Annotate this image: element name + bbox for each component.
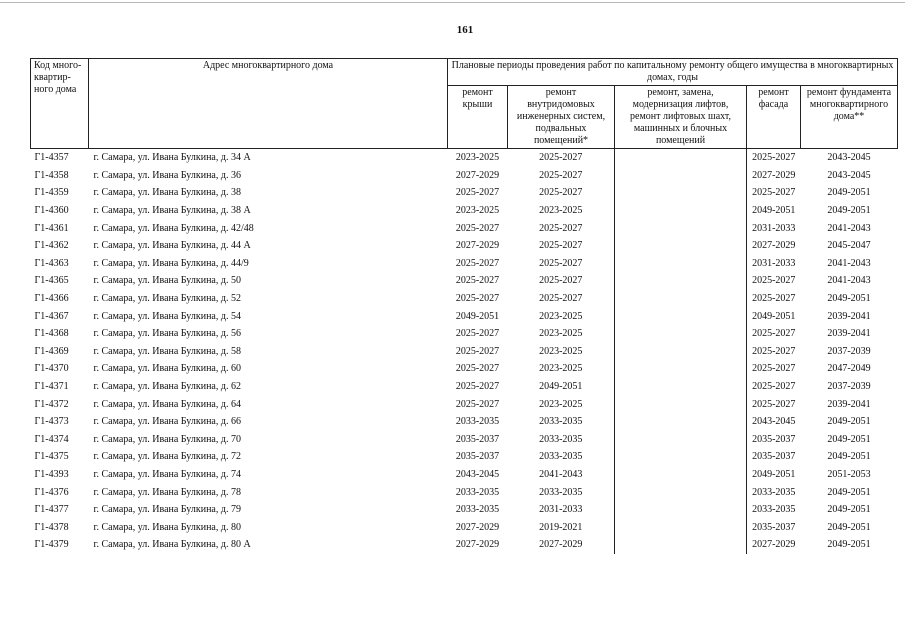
- cell-engineering: 2025-2027: [539, 222, 583, 234]
- cell-code: Г1-4365: [34, 275, 69, 287]
- cell-elevators: [615, 378, 747, 396]
- cell-roof: 2025-2027: [455, 381, 500, 393]
- cell-address: г. Самара, ул. Ивана Булкина, д. 38: [93, 187, 241, 199]
- cell-engineering: 2023-2025: [539, 398, 583, 410]
- cell-address: г. Самара, ул. Ивана Булкина, д. 42/48: [93, 222, 254, 234]
- cell-engineering: 2041-2043: [539, 468, 583, 480]
- cell-address: г. Самара, ул. Ивана Булкина, д. 80 А: [93, 539, 251, 551]
- table-row: [31, 378, 898, 396]
- cell-code: Г1-4361: [34, 222, 69, 234]
- cell-elevators: [615, 536, 747, 554]
- cell-foundation: 2045-2047: [827, 240, 871, 252]
- cell-foundation: 2041-2043: [827, 257, 871, 269]
- cell-foundation: 2039-2041: [827, 398, 871, 410]
- cell-address: г. Самара, ул. Ивана Булкина, д. 44/9: [93, 257, 249, 269]
- cell-facade: 2027-2029: [752, 169, 796, 181]
- cell-roof: 2023-2025: [455, 205, 500, 217]
- table-row: [31, 413, 898, 431]
- cell-facade: 2031-2033: [752, 257, 796, 269]
- cell-facade: 2035-2037: [752, 433, 796, 445]
- cell-address: г. Самара, ул. Ивана Булкина, д. 56: [93, 328, 241, 340]
- cell-code: Г1-4366: [34, 293, 69, 305]
- cell-roof: 2027-2029: [455, 169, 500, 181]
- cell-foundation: 2051-2053: [827, 468, 871, 480]
- cell-foundation: 2049-2051: [827, 187, 871, 199]
- cell-elevators: [615, 219, 747, 237]
- cell-facade: 2031-2033: [752, 222, 796, 234]
- cell-facade: 2049-2051: [752, 205, 796, 217]
- cell-foundation: 2049-2051: [827, 539, 871, 551]
- cell-roof: 2025-2027: [455, 398, 500, 410]
- cell-elevators: [615, 290, 747, 308]
- table-row: [31, 184, 898, 202]
- table-row: [31, 343, 898, 361]
- cell-elevators: [615, 518, 747, 536]
- cell-address: г. Самара, ул. Ивана Булкина, д. 74: [93, 468, 241, 480]
- cell-foundation: 2049-2051: [827, 433, 871, 445]
- cell-foundation: 2049-2051: [827, 416, 871, 428]
- cell-elevators: [615, 149, 747, 167]
- cell-address: г. Самара, ул. Ивана Булкина, д. 70: [93, 433, 241, 445]
- cell-address: г. Самара, ул. Ивана Булкина, д. 54: [93, 310, 241, 322]
- header-elevators: ремонт, замена, модернизация лифтов, ремонт лифтовых шахт, машинных и блочных помещений: [615, 86, 747, 149]
- cell-foundation: 2041-2043: [827, 275, 871, 287]
- cell-code: Г1-4357: [34, 152, 69, 164]
- table-row: [31, 466, 898, 484]
- cell-code: Г1-4370: [34, 363, 69, 375]
- cell-engineering: 2033-2035: [539, 451, 583, 463]
- table-row: [31, 167, 898, 185]
- cell-foundation: 2049-2051: [827, 486, 871, 498]
- cell-address: г. Самара, ул. Ивана Булкина, д. 78: [93, 486, 241, 498]
- cell-engineering: 2031-2033: [539, 504, 583, 516]
- cell-code: Г1-4378: [34, 521, 69, 533]
- cell-elevators: [615, 184, 747, 202]
- cell-roof: 2027-2029: [455, 521, 500, 533]
- cell-elevators: [615, 202, 747, 220]
- cell-facade: 2025-2027: [752, 398, 796, 410]
- capital-repair-table: [30, 58, 898, 554]
- cell-code: Г1-4358: [34, 169, 69, 181]
- cell-foundation: 2043-2045: [827, 152, 871, 164]
- cell-foundation: 2049-2051: [827, 451, 871, 463]
- cell-address: г. Самара, ул. Ивана Булкина, д. 52: [93, 293, 241, 305]
- table-row: [31, 325, 898, 343]
- cell-elevators: [615, 307, 747, 325]
- cell-elevators: [615, 343, 747, 361]
- table-row: [31, 536, 898, 554]
- cell-facade: 2025-2027: [752, 381, 796, 393]
- table-row: [31, 219, 898, 237]
- cell-roof: 2033-2035: [455, 504, 500, 516]
- cell-address: г. Самара, ул. Ивана Булкина, д. 62: [93, 381, 241, 393]
- cell-address: г. Самара, ул. Ивана Булкина, д. 79: [93, 504, 241, 516]
- cell-roof: 2025-2027: [455, 257, 500, 269]
- cell-roof: 2033-2035: [455, 486, 500, 498]
- cell-code: Г1-4393: [34, 468, 69, 480]
- cell-address: г. Самара, ул. Ивана Булкина, д. 60: [93, 363, 241, 375]
- cell-facade: 2025-2027: [752, 187, 796, 199]
- cell-code: Г1-4363: [34, 257, 69, 269]
- cell-engineering: 2033-2035: [539, 416, 583, 428]
- cell-elevators: [615, 272, 747, 290]
- cell-engineering: 2025-2027: [539, 293, 583, 305]
- cell-roof: 2025-2027: [455, 363, 500, 375]
- table-row: [31, 448, 898, 466]
- cell-address: г. Самара, ул. Ивана Булкина, д. 50: [93, 275, 241, 287]
- cell-code: Г1-4375: [34, 451, 69, 463]
- cell-code: Г1-4379: [34, 539, 69, 551]
- cell-elevators: [615, 483, 747, 501]
- cell-roof: 2035-2037: [455, 451, 500, 463]
- header-engineering: ремонт внутридомовых инженерных систем, подвальных помещений*: [508, 86, 615, 149]
- cell-address: г. Самара, ул. Ивана Булкина, д. 64: [93, 398, 241, 410]
- cell-code: Г1-4368: [34, 328, 69, 340]
- cell-roof: 2049-2051: [455, 310, 500, 322]
- table-row: [31, 290, 898, 308]
- cell-engineering: 2019-2021: [539, 521, 583, 533]
- cell-elevators: [615, 466, 747, 484]
- cell-code: Г1-4371: [34, 381, 69, 393]
- cell-address: г. Самара, ул. Ивана Булкина, д. 80: [93, 521, 241, 533]
- cell-roof: 2025-2027: [455, 345, 500, 357]
- cell-facade: 2033-2035: [752, 504, 796, 516]
- page-number: 161: [456, 24, 474, 36]
- cell-elevators: [615, 395, 747, 413]
- table-row: [31, 307, 898, 325]
- table-row: [31, 360, 898, 378]
- cell-address: г. Самара, ул. Ивана Булкина, д. 58: [93, 345, 241, 357]
- cell-foundation: 2049-2051: [827, 504, 871, 516]
- cell-engineering: 2023-2025: [539, 345, 583, 357]
- cell-roof: 2023-2025: [455, 152, 500, 164]
- cell-code: Г1-4362: [34, 240, 69, 252]
- cell-foundation: 2047-2049: [827, 363, 871, 375]
- cell-code: Г1-4369: [34, 345, 69, 357]
- table-body: [31, 149, 898, 554]
- table-row: [31, 395, 898, 413]
- cell-address: г. Самара, ул. Ивана Булкина, д. 66: [93, 416, 241, 428]
- cell-address: г. Самара, ул. Ивана Булкина, д. 72: [93, 451, 241, 463]
- cell-code: Г1-4372: [34, 398, 69, 410]
- cell-facade: 2025-2027: [752, 152, 796, 164]
- cell-engineering: 2025-2027: [539, 169, 583, 181]
- cell-foundation: 2043-2045: [827, 169, 871, 181]
- cell-facade: 2027-2029: [752, 240, 796, 252]
- cell-engineering: 2025-2027: [539, 275, 583, 287]
- table-row: [31, 518, 898, 536]
- cell-facade: 2025-2027: [752, 293, 796, 305]
- cell-elevators: [615, 255, 747, 273]
- header-foundation: ремонт фундамента многоквартирного дома**: [801, 86, 898, 149]
- cell-foundation: 2039-2041: [827, 310, 871, 322]
- cell-engineering: 2023-2025: [539, 310, 583, 322]
- cell-engineering: 2023-2025: [539, 363, 583, 375]
- cell-code: Г1-4374: [34, 433, 69, 445]
- cell-engineering: 2049-2051: [539, 381, 583, 393]
- cell-foundation: 2037-2039: [827, 381, 871, 393]
- cell-facade: 2025-2027: [752, 275, 796, 287]
- cell-roof: 2035-2037: [455, 433, 500, 445]
- cell-foundation: 2037-2039: [827, 345, 871, 357]
- cell-engineering: 2023-2025: [539, 205, 583, 217]
- header-periods-group: Плановые периоды проведения работ по капитальному ремонту общего имущества в многоквартирных домах, годы: [448, 59, 898, 86]
- table-row: [31, 149, 898, 167]
- cell-roof: 2025-2027: [455, 293, 500, 305]
- cell-foundation: 2041-2043: [827, 222, 871, 234]
- cell-address: г. Самара, ул. Ивана Булкина, д. 44 А: [93, 240, 251, 252]
- top-rule: [0, 2, 905, 3]
- cell-address: г. Самара, ул. Ивана Булкина, д. 34 А: [93, 152, 251, 164]
- cell-facade: 2025-2027: [752, 328, 796, 340]
- cell-elevators: [615, 501, 747, 519]
- header-row-1: [31, 59, 898, 86]
- table-row: [31, 272, 898, 290]
- cell-roof: 2027-2029: [455, 240, 500, 252]
- cell-address: г. Самара, ул. Ивана Булкина, д. 36: [93, 169, 241, 181]
- cell-facade: 2049-2051: [752, 310, 796, 322]
- cell-foundation: 2039-2041: [827, 328, 871, 340]
- cell-engineering: 2027-2029: [539, 539, 583, 551]
- cell-code: Г1-4367: [34, 310, 69, 322]
- cell-engineering: 2033-2035: [539, 433, 583, 445]
- cell-address: г. Самара, ул. Ивана Булкина, д. 38 А: [93, 205, 251, 217]
- cell-roof: 2025-2027: [455, 187, 500, 199]
- cell-roof: 2025-2027: [455, 275, 500, 287]
- table-row: [31, 255, 898, 273]
- cell-elevators: [615, 167, 747, 185]
- cell-foundation: 2049-2051: [827, 521, 871, 533]
- cell-engineering: 2025-2027: [539, 257, 583, 269]
- cell-roof: 2033-2035: [455, 416, 500, 428]
- cell-engineering: 2033-2035: [539, 486, 583, 498]
- cell-elevators: [615, 325, 747, 343]
- cell-facade: 2027-2029: [752, 539, 796, 551]
- cell-facade: 2049-2051: [752, 468, 796, 480]
- cell-foundation: 2049-2051: [827, 205, 871, 217]
- header-facade: ремонт фасада: [747, 86, 801, 149]
- cell-facade: 2033-2035: [752, 486, 796, 498]
- cell-code: Г1-4376: [34, 486, 69, 498]
- cell-roof: 2025-2027: [455, 222, 500, 234]
- cell-elevators: [615, 237, 747, 255]
- table-row: [31, 501, 898, 519]
- header-address: Адрес многоквартирного дома: [89, 59, 448, 149]
- cell-engineering: 2025-2027: [539, 187, 583, 199]
- header-roof: ремонт крыши: [448, 86, 508, 149]
- cell-roof: 2027-2029: [455, 539, 500, 551]
- cell-facade: 2035-2037: [752, 521, 796, 533]
- cell-engineering: 2025-2027: [539, 152, 583, 164]
- cell-code: Г1-4360: [34, 205, 69, 217]
- cell-code: Г1-4377: [34, 504, 69, 516]
- cell-code: Г1-4373: [34, 416, 69, 428]
- table-row: [31, 483, 898, 501]
- cell-roof: 2025-2027: [455, 328, 500, 340]
- cell-elevators: [615, 413, 747, 431]
- cell-foundation: 2049-2051: [827, 293, 871, 305]
- cell-code: Г1-4359: [34, 187, 69, 199]
- cell-facade: 2025-2027: [752, 363, 796, 375]
- cell-elevators: [615, 360, 747, 378]
- cell-facade: 2025-2027: [752, 345, 796, 357]
- cell-elevators: [615, 431, 747, 449]
- cell-facade: 2035-2037: [752, 451, 796, 463]
- cell-roof: 2043-2045: [455, 468, 500, 480]
- cell-engineering: 2025-2027: [539, 240, 583, 252]
- table-row: [31, 237, 898, 255]
- header-code: Код много-квартир-ного дома: [31, 59, 89, 149]
- cell-elevators: [615, 448, 747, 466]
- table-row: [31, 431, 898, 449]
- cell-engineering: 2023-2025: [539, 328, 583, 340]
- table-row: [31, 202, 898, 220]
- cell-facade: 2043-2045: [752, 416, 796, 428]
